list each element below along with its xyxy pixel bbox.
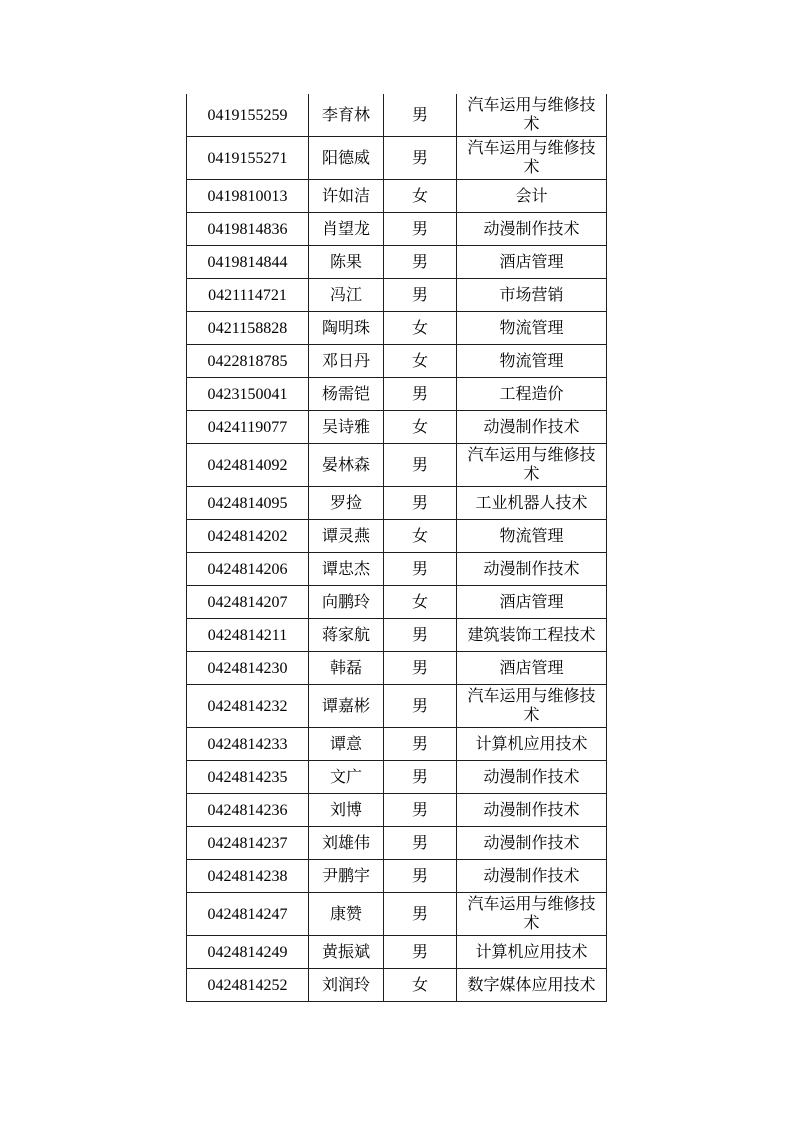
table-row — [187, 520, 607, 553]
student-name-cell: 韩磊 — [309, 652, 384, 685]
student-name-cell: 谭意 — [309, 728, 384, 761]
student-gender-cell: 女 — [384, 586, 457, 619]
student-major-cell: 酒店管理 — [457, 586, 607, 619]
table-row — [187, 345, 607, 378]
student-gender-cell: 女 — [384, 312, 457, 345]
student-name-cell: 谭嘉彬 — [309, 685, 384, 728]
table-row — [187, 487, 607, 520]
student-gender-cell: 女 — [384, 180, 457, 213]
student-gender-cell: 男 — [384, 487, 457, 520]
student-name-cell: 康赞 — [309, 893, 384, 936]
student-name-cell: 尹鹏宇 — [309, 860, 384, 893]
student-name-cell: 刘博 — [309, 794, 384, 827]
student-id-cell: 0424814232 — [187, 685, 309, 728]
student-id-cell: 0424814206 — [187, 553, 309, 586]
student-gender-cell: 男 — [384, 378, 457, 411]
student-major-cell: 动漫制作技术 — [457, 553, 607, 586]
student-gender-cell: 男 — [384, 827, 457, 860]
student-gender-cell: 男 — [384, 279, 457, 312]
student-gender-cell: 男 — [384, 860, 457, 893]
table-row — [187, 213, 607, 246]
student-name-cell: 罗捡 — [309, 487, 384, 520]
student-id-cell: 0419155271 — [187, 137, 309, 180]
student-name-cell: 肖望龙 — [309, 213, 384, 246]
student-id-cell: 0424814092 — [187, 444, 309, 487]
student-id-cell: 0423150041 — [187, 378, 309, 411]
student-name-cell: 文广 — [309, 761, 384, 794]
student-major-cell: 工程造价 — [457, 378, 607, 411]
student-major-cell: 汽车运用与维修技术 — [457, 137, 607, 180]
table-row — [187, 279, 607, 312]
student-table — [186, 94, 607, 1002]
student-major-cell: 物流管理 — [457, 520, 607, 553]
student-id-cell: 0419155259 — [187, 94, 309, 137]
student-major-cell: 汽车运用与维修技术 — [457, 685, 607, 728]
student-id-cell: 0421158828 — [187, 312, 309, 345]
student-id-cell: 0424814230 — [187, 652, 309, 685]
student-name-cell: 刘润玲 — [309, 969, 384, 1002]
student-gender-cell: 男 — [384, 137, 457, 180]
student-name-cell: 黄振斌 — [309, 936, 384, 969]
student-major-cell: 计算机应用技术 — [457, 728, 607, 761]
student-gender-cell: 男 — [384, 619, 457, 652]
student-gender-cell: 女 — [384, 345, 457, 378]
student-major-cell: 酒店管理 — [457, 246, 607, 279]
table-row — [187, 378, 607, 411]
student-id-cell: 0424814252 — [187, 969, 309, 1002]
student-gender-cell: 男 — [384, 553, 457, 586]
student-major-cell: 动漫制作技术 — [457, 827, 607, 860]
table-row — [187, 860, 607, 893]
student-name-cell: 陶明珠 — [309, 312, 384, 345]
student-name-cell: 晏林森 — [309, 444, 384, 487]
table-row — [187, 969, 607, 1002]
table-row — [187, 685, 607, 728]
student-id-cell: 0422818785 — [187, 345, 309, 378]
student-id-cell: 0419810013 — [187, 180, 309, 213]
student-id-cell: 0424814237 — [187, 827, 309, 860]
table-row — [187, 827, 607, 860]
student-id-cell: 0424814207 — [187, 586, 309, 619]
table-row — [187, 652, 607, 685]
student-gender-cell: 男 — [384, 893, 457, 936]
student-name-cell: 吴诗雅 — [309, 411, 384, 444]
student-major-cell: 会计 — [457, 180, 607, 213]
student-name-cell: 阳德威 — [309, 137, 384, 180]
student-major-cell: 动漫制作技术 — [457, 213, 607, 246]
student-id-cell: 0424814233 — [187, 728, 309, 761]
student-name-cell: 冯江 — [309, 279, 384, 312]
student-gender-cell: 男 — [384, 444, 457, 487]
student-id-cell: 0424814236 — [187, 794, 309, 827]
student-name-cell: 李育林 — [309, 94, 384, 137]
student-gender-cell: 女 — [384, 969, 457, 1002]
table-row — [187, 761, 607, 794]
student-name-cell: 许如洁 — [309, 180, 384, 213]
student-gender-cell: 男 — [384, 213, 457, 246]
student-gender-cell: 女 — [384, 411, 457, 444]
table-row — [187, 246, 607, 279]
table-row — [187, 312, 607, 345]
table-row — [187, 94, 607, 137]
table-row — [187, 586, 607, 619]
student-major-cell: 物流管理 — [457, 312, 607, 345]
student-id-cell: 0424814211 — [187, 619, 309, 652]
student-gender-cell: 男 — [384, 728, 457, 761]
student-id-cell: 0424814247 — [187, 893, 309, 936]
student-id-cell: 0424814238 — [187, 860, 309, 893]
student-name-cell: 陈果 — [309, 246, 384, 279]
student-major-cell: 动漫制作技术 — [457, 860, 607, 893]
table-row — [187, 936, 607, 969]
table-row — [187, 728, 607, 761]
student-name-cell: 谭忠杰 — [309, 553, 384, 586]
student-id-cell: 0424814249 — [187, 936, 309, 969]
student-major-cell: 建筑装饰工程技术 — [457, 619, 607, 652]
table-row — [187, 893, 607, 936]
student-major-cell: 物流管理 — [457, 345, 607, 378]
student-gender-cell: 男 — [384, 246, 457, 279]
student-id-cell: 0424119077 — [187, 411, 309, 444]
student-major-cell: 汽车运用与维修技术 — [457, 444, 607, 487]
student-table-body — [187, 94, 607, 1002]
table-row — [187, 137, 607, 180]
student-gender-cell: 男 — [384, 936, 457, 969]
table-row — [187, 444, 607, 487]
student-id-cell: 0424814235 — [187, 761, 309, 794]
student-major-cell: 市场营销 — [457, 279, 607, 312]
student-name-cell: 向鹏玲 — [309, 586, 384, 619]
student-name-cell: 刘雄伟 — [309, 827, 384, 860]
student-gender-cell: 男 — [384, 685, 457, 728]
student-major-cell: 汽车运用与维修技术 — [457, 94, 607, 137]
table-row — [187, 794, 607, 827]
student-name-cell: 杨需铠 — [309, 378, 384, 411]
table-row — [187, 619, 607, 652]
student-gender-cell: 男 — [384, 761, 457, 794]
student-id-cell: 0419814844 — [187, 246, 309, 279]
table-row — [187, 553, 607, 586]
student-gender-cell: 男 — [384, 794, 457, 827]
student-name-cell: 蒋家航 — [309, 619, 384, 652]
student-id-cell: 0424814202 — [187, 520, 309, 553]
student-gender-cell: 男 — [384, 94, 457, 137]
student-id-cell: 0421114721 — [187, 279, 309, 312]
table-row — [187, 180, 607, 213]
student-major-cell: 数字媒体应用技术 — [457, 969, 607, 1002]
student-id-cell: 0424814095 — [187, 487, 309, 520]
student-gender-cell: 女 — [384, 520, 457, 553]
student-name-cell: 邓日丹 — [309, 345, 384, 378]
student-major-cell: 动漫制作技术 — [457, 794, 607, 827]
student-major-cell: 计算机应用技术 — [457, 936, 607, 969]
student-major-cell: 动漫制作技术 — [457, 411, 607, 444]
student-gender-cell: 男 — [384, 652, 457, 685]
student-id-cell: 0419814836 — [187, 213, 309, 246]
student-major-cell: 酒店管理 — [457, 652, 607, 685]
table-row — [187, 411, 607, 444]
student-major-cell: 工业机器人技术 — [457, 487, 607, 520]
student-major-cell: 动漫制作技术 — [457, 761, 607, 794]
student-name-cell: 谭灵燕 — [309, 520, 384, 553]
student-major-cell: 汽车运用与维修技术 — [457, 893, 607, 936]
